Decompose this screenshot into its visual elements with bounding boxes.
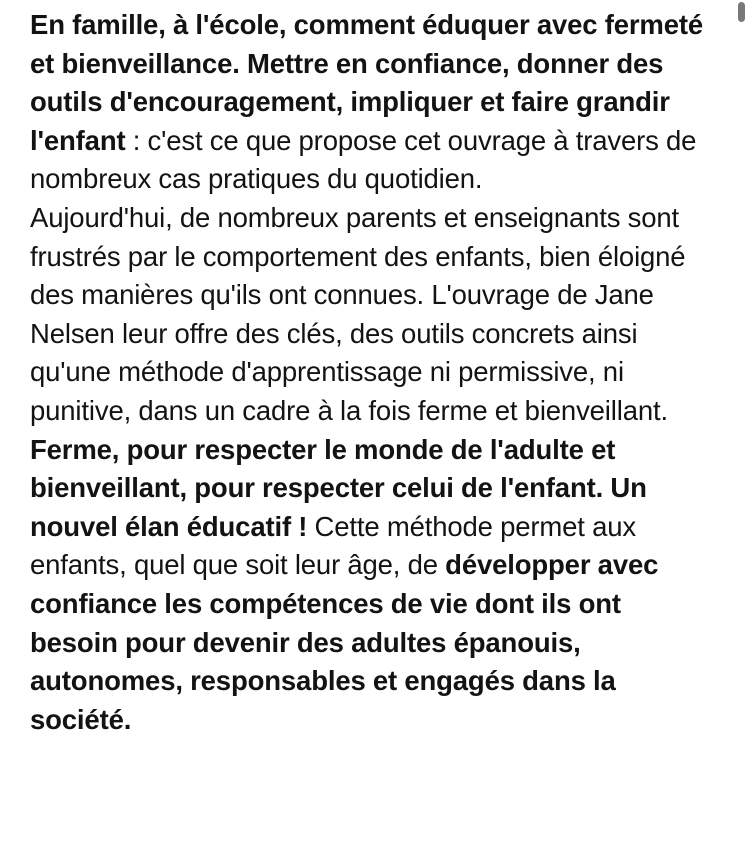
vertical-scrollbar-track[interactable]	[737, 0, 746, 851]
description-run-bold-2: Ferme, pour respecter le monde de l'adulte et bienveillant, pour respecter celui de l'enfant. Un nouvel élan éducatif !	[30, 433, 647, 542]
vertical-scrollbar-thumb[interactable]	[738, 2, 745, 22]
description-run-bold-3: développer avec confiance les compétences de vie dont ils ont besoin pour devenir des adultes épanouis, autonomes, responsables et engagés dans la société.	[30, 549, 659, 735]
description-run-regular-3: Cette méthode permet aux enfants, quel que soit leur âge, de	[30, 510, 636, 581]
description-paragraph-1	[30, 6, 715, 199]
description-text-body	[30, 6, 715, 739]
description-run-regular-1: : c'est ce que propose cet ouvrage à travers de nombreux cas pratiques du quotidien.	[30, 124, 697, 195]
description-run-regular-2: Aujourd'hui, de nombreux parents et enseignants sont frustrés par le comportement des enfants, bien éloigné des manières qu'ils ont connues. L'ouvrage de Jane Nelsen leur offre des clés, des outils concrets ainsi qu'une méthode d'apprentissage ni permissive, ni punitive, dans un cadre à la fois ferme et bienveillant.	[30, 201, 686, 426]
description-run-bold-1: En famille, à l'école, comment éduquer avec fermeté et bienveillance. Mettre en confiance, donner des outils d'encouragement, impliquer et faire grandir l'enfant	[30, 9, 704, 156]
description-paragraph-2	[30, 199, 715, 739]
